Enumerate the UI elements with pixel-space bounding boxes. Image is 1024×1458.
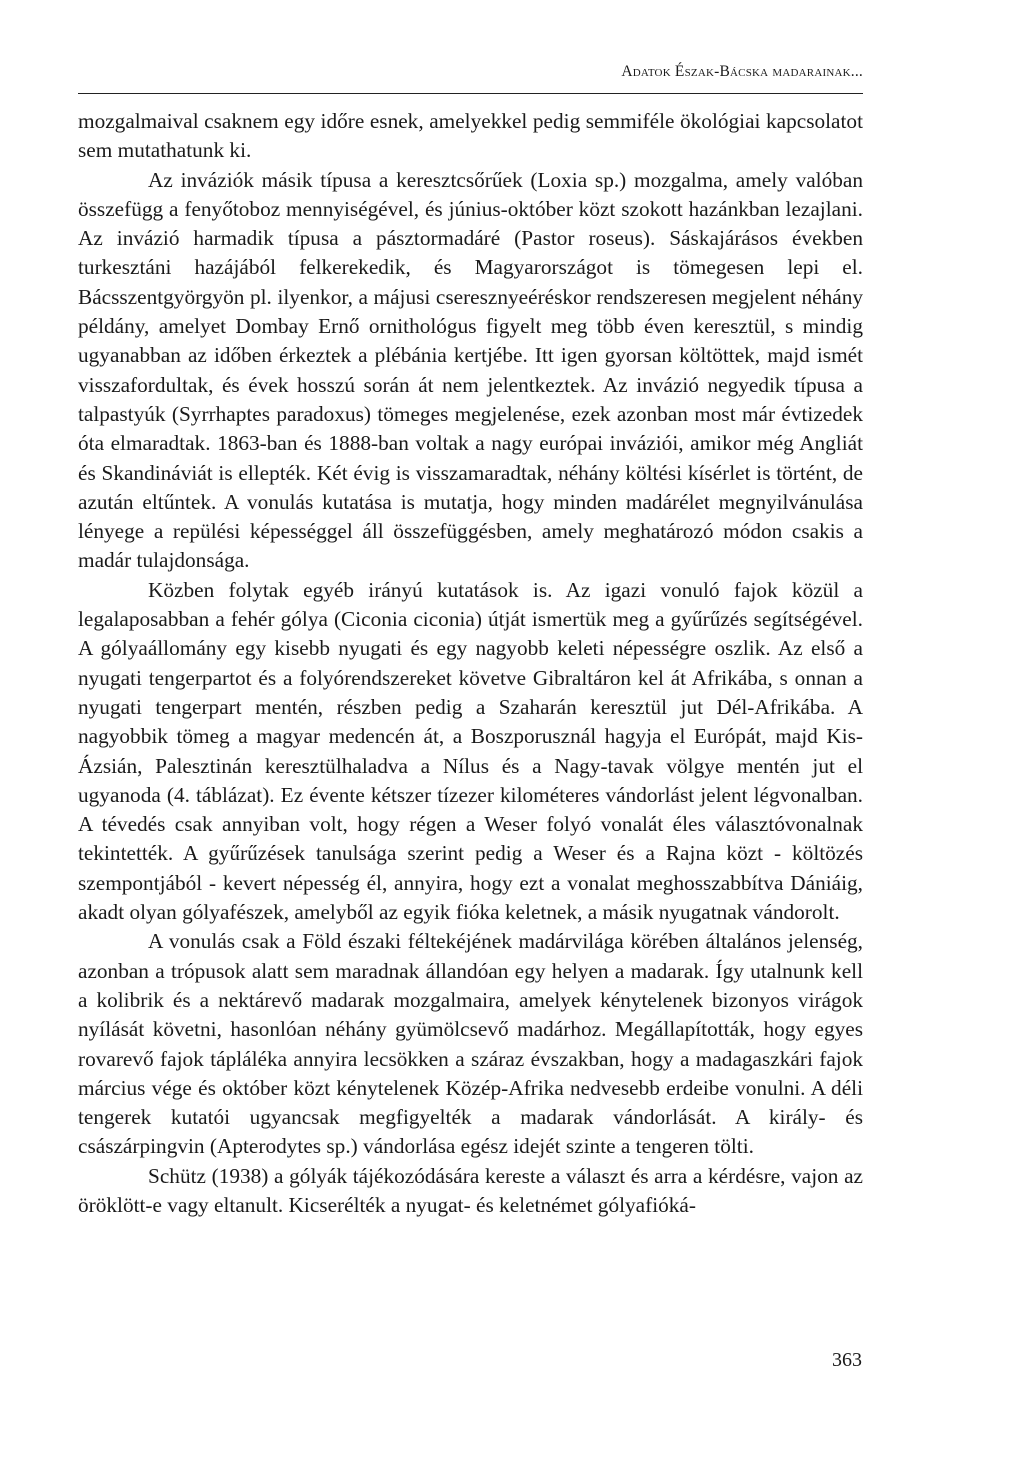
paragraph: A vonulás csak a Föld északi féltekéjének madárvilága körében általános jelenség, azonban a trópusok alatt sem maradnak állandóan egy helyen a madarak. Így utalnunk kell a kolibrik és a nektárevő madarak mozgalmaira, amelyek kénytelenek bizonyos virágok nyílását követni, hasonlóan néhány gyümölcsevő madárhoz. Megállapították, hogy egyes rovarevő fajok tápláléka annyira lecsökken a száraz évszakban, hogy a madagaszkári fajok március vége és október közt kénytelenek Közép-Afrika nedvesebb erdeibe vonulni. A déli tengerek kutatói ugyancsak megfigyelték a madarak vándorlását. A király- és császárpingvin (Apterodytes sp.) vándorlása egész idejét szinte a tengeren tölti. bbox=[78, 929, 863, 1159]
page-number: 363 bbox=[832, 1349, 862, 1371]
running-title: Adatok Észak-Bácska madarainak... bbox=[621, 63, 863, 80]
paragraph: mozgalmaival csaknem egy időre esnek, amelyekkel pedig semmiféle ökológiai kapcsolatot sem mutathatunk ki. bbox=[78, 109, 863, 163]
body-text bbox=[78, 107, 863, 1220]
paragraph: Az inváziók másik típusa a keresztcsőrűek (Loxia sp.) mozgalma, amely valóban összefügg a fenyőtoboz mennyiségével, és június-október közt szokott hazánkban lezajlani. Az invázió harmadik típusa a pásztormadáré (Pastor roseus). Sáskajárásos években turkesztáni hazájából felkerekedik, és Magyarországot is tömegesen lepi el. Bácsszentgyörgyön pl. ilyenkor, a májusi cseresznyeéréskor rendszeresen megjelent néhány példány, amelyet Dombay Ernő ornithológus figyelt meg több éven keresztül, s mindig ugyanabban az időben érkeztek a plébánia kertjébe. Itt igen gyorsan költöttek, majd ismét visszafordultak, és évek hosszú során át nem jelentkeztek. Az invázió negyedik típusa a talpastyúk (Syrrhaptes paradoxus) tömeges megjelenése, ezek azonban most már évtizedek óta elmaradtak. 1863-ban és 1888-ban voltak a nagy európai inváziói, amikor még Angliát és Skandináviát is ellepték. Két évig is visszamaradtak, néhány költési kísérlet is történt, de azután eltűntek. A vonulás kutatása is mutatja, hogy minden madárélet megnyilvánulása lényege a repülési képességgel áll összefüggésben, amely meghatározó módon csakis a madár tulajdonsága. bbox=[78, 167, 863, 573]
paragraph: Schütz (1938) a gólyák tájékozódására kereste a választ és arra a kérdésre, vajon az öröklött-e vagy eltanult. Kicserélték a nyugat- és keletnémet gólyafióká- bbox=[78, 1163, 863, 1217]
running-header bbox=[78, 63, 863, 94]
paragraph: Közben folytak egyéb irányú kutatások is. Az igazi vonuló fajok közül a legalaposabban a fehér gólya (Ciconia ciconia) útját ismertük meg a gyűrűzés segítségével. A gólyaállomány egy kisebb nyugati és egy nagyobb keleti népességre oszlik. Az első a nyugati tengerpartot és a folyórendszereket követve Gibraltáron kel át Afrikába, s onnan a nyugati tengerpart mentén, részben pedig a Szaharán keresztül jut Dél-Afrikába. A nagyobbik tömeg a magyar medencén át, a Boszporusznál hagyja el Európát, majd Kis-Ázsián, Palesztinán keresztülhaladva a Nílus és a Nagy-tavak völgye mentén jut el ugyanoda (4. táblázat). Ez évente kétszer tízezer kilométeres vándorlást jelent légvonalban. A tévedés csak annyiban volt, hogy régen a Weser folyó vonalát éles választóvonalnak tekintették. A gyűrűzések tanulsága szerint pedig a Weser és a Rajna közt - költözés szempontjából - kevert népesség él, annyira, hogy ezt a vonalat meghosszabbítva Dániáig, akadt olyan gólyafészek, amelyből az egyik fióka keletnek, a másik nyugatnak vándorolt. bbox=[78, 577, 863, 925]
